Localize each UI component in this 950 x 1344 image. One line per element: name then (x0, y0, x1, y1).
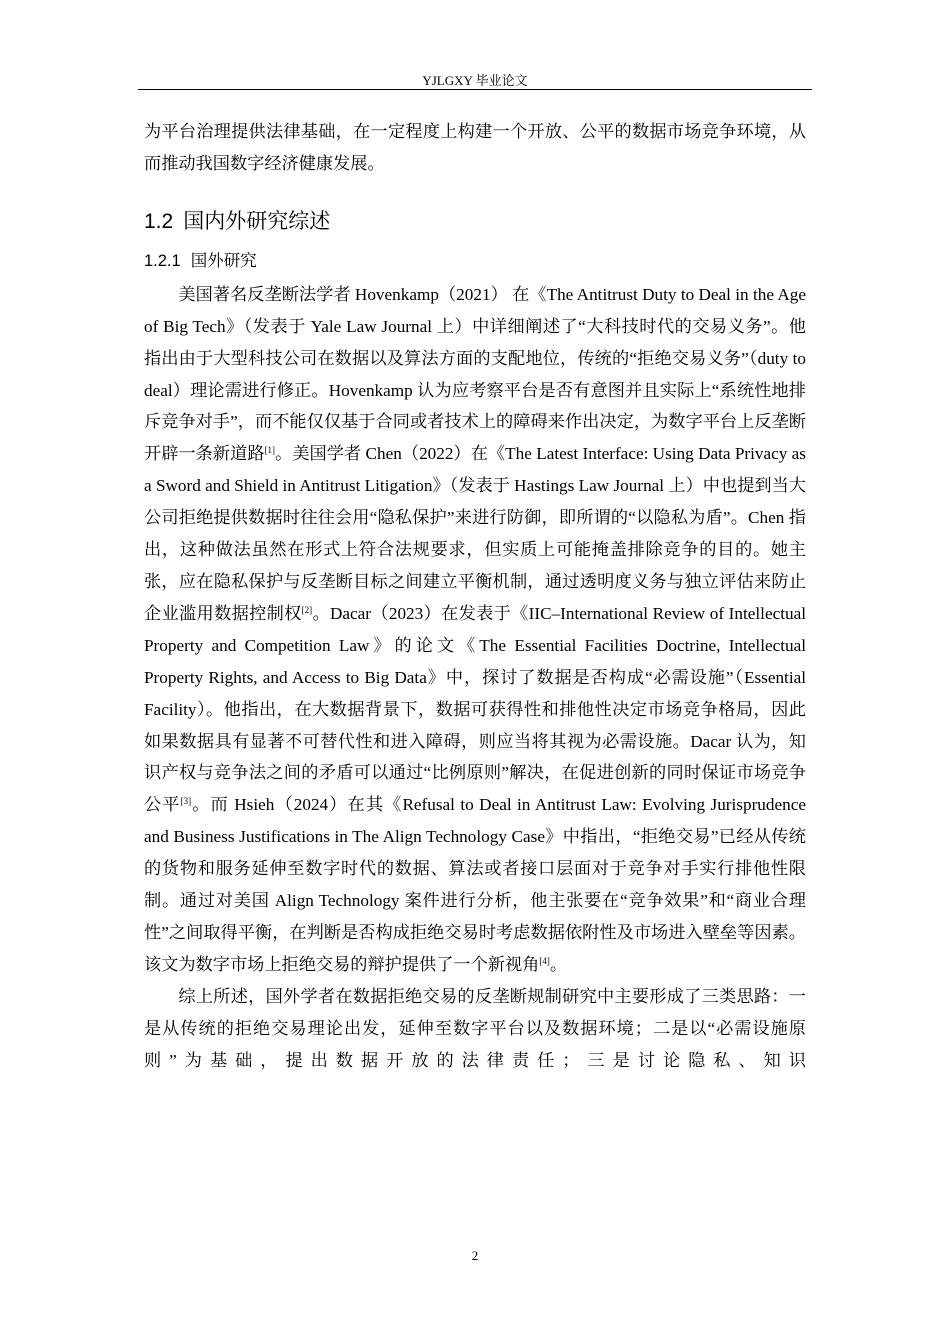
intro-paragraph: 为平台治理提供法律基础，在一定程度上构建一个开放、公平的数据市场竞争环境，从而推动我国数字经济健康发展。 (144, 122, 806, 173)
citation-ref-1: [1] (264, 445, 276, 456)
para1-text-5: 。 (549, 954, 568, 974)
subsection-heading (144, 244, 806, 279)
para1-text-1: 美国著名反垄断法学者 Hovenkamp（2021） 在《The Antitrust Duty to Deal in the Age of Big Tech》（发表于 Yale Law Journal 上）中详细阐述了“大科技时代的交易义务”。他指出由于大型科技公司在数据以及算法方面的支配地位，传统的“拒绝交易义务”（duty to deal）理论需进行修正。Hovenkamp 认为应考察平台是否有意图并且实际上“系统性地排斥竞争对手”，而不能仅仅基于合同或者技术上的障碍来作出决定，为数字平台上反垄断开辟一条新道路 (144, 284, 806, 464)
section-number: 1.2 (144, 209, 174, 233)
page-content (144, 116, 806, 1076)
summary-paragraph: 综上所述，国外学者在数据拒绝交易的反垄断规制研究中主要形成了三类思路：一是从传统的拒绝交易理论出发，延伸至数字平台以及数据环境；二是以“必需设施原则”为基础，提出数据开放的法律责任；三是讨论隐私、知识 (144, 986, 806, 1070)
section-title: 国内外研究综述 (183, 209, 331, 233)
subsection-number: 1.2.1 (144, 251, 181, 270)
citation-ref-4: [4] (539, 955, 550, 966)
foreign-research-paragraph (144, 279, 806, 981)
citation-ref-3: [3] (180, 796, 192, 807)
para1-text-4: 。而 Hsieh（2024）在其《Refusal to Deal in Antitrust Law: Evolving Jurisprudence and Business Justifications in The Align Technology Case》中指出，“拒绝交易”已经从传统的货物和服务延伸至数字时代的数据、算法或者接口层面对于竞争对手实行排他性限制。通过对美国 Align Technology 案件进行分析，他主张要在“竞争效果”和“商业合理性”之间取得平衡，在判断是否构成拒绝交易时考虑数据依附性及市场进入壁垒等因素。该文为数字市场上拒绝交易的辩护提供了一个新视角 (144, 795, 806, 974)
subsection-title: 国外研究 (190, 251, 257, 270)
section-heading (144, 202, 806, 242)
page-header: YJLGXY 毕业论文 (422, 73, 528, 88)
citation-ref-2: [2] (301, 604, 313, 615)
para1-text-3: 。Dacar（2023）在发表于《IIC–International Review of Intellectual Property and Competition Law》的论文《The Essential Facilities Doctrine, Intellectual Property Rights, and Access to Big Data》中，探讨了数据是否构成“必需设施”（Essential Facility）。他指出，在大数据背景下，数据可获得性和排他性决定市场竞争格局，因此如果数据具有显著不可替代性和进入障碍，则应当将其视为必需设施。Dacar 认为，知识产权与竞争法之间的矛盾可以通过“比例原则”解决，在促进创新的同时保证市场竞争公平 (144, 603, 806, 815)
header-rule (138, 89, 812, 90)
para1-text-2: 。美国学者 Chen（2022）在《The Latest Interface: Using Data Privacy as a Sword and Shield in Antitrust Litigation》（发表于 Hastings Law Journal 上）中也提到当大公司拒绝提供数据时往往会用“隐私保护”来进行防御，即所谓的“以隐私为盾”。Chen 指出，这种做法虽然在形式上符合法规要求，但实质上可能掩盖排除竞争的目的。她主张，应在隐私保护与反垄断目标之间建立平衡机制，通过透明度义务与独立评估来防止企业滥用数据控制权 (144, 444, 806, 623)
page-number: 2 (471, 1248, 479, 1263)
